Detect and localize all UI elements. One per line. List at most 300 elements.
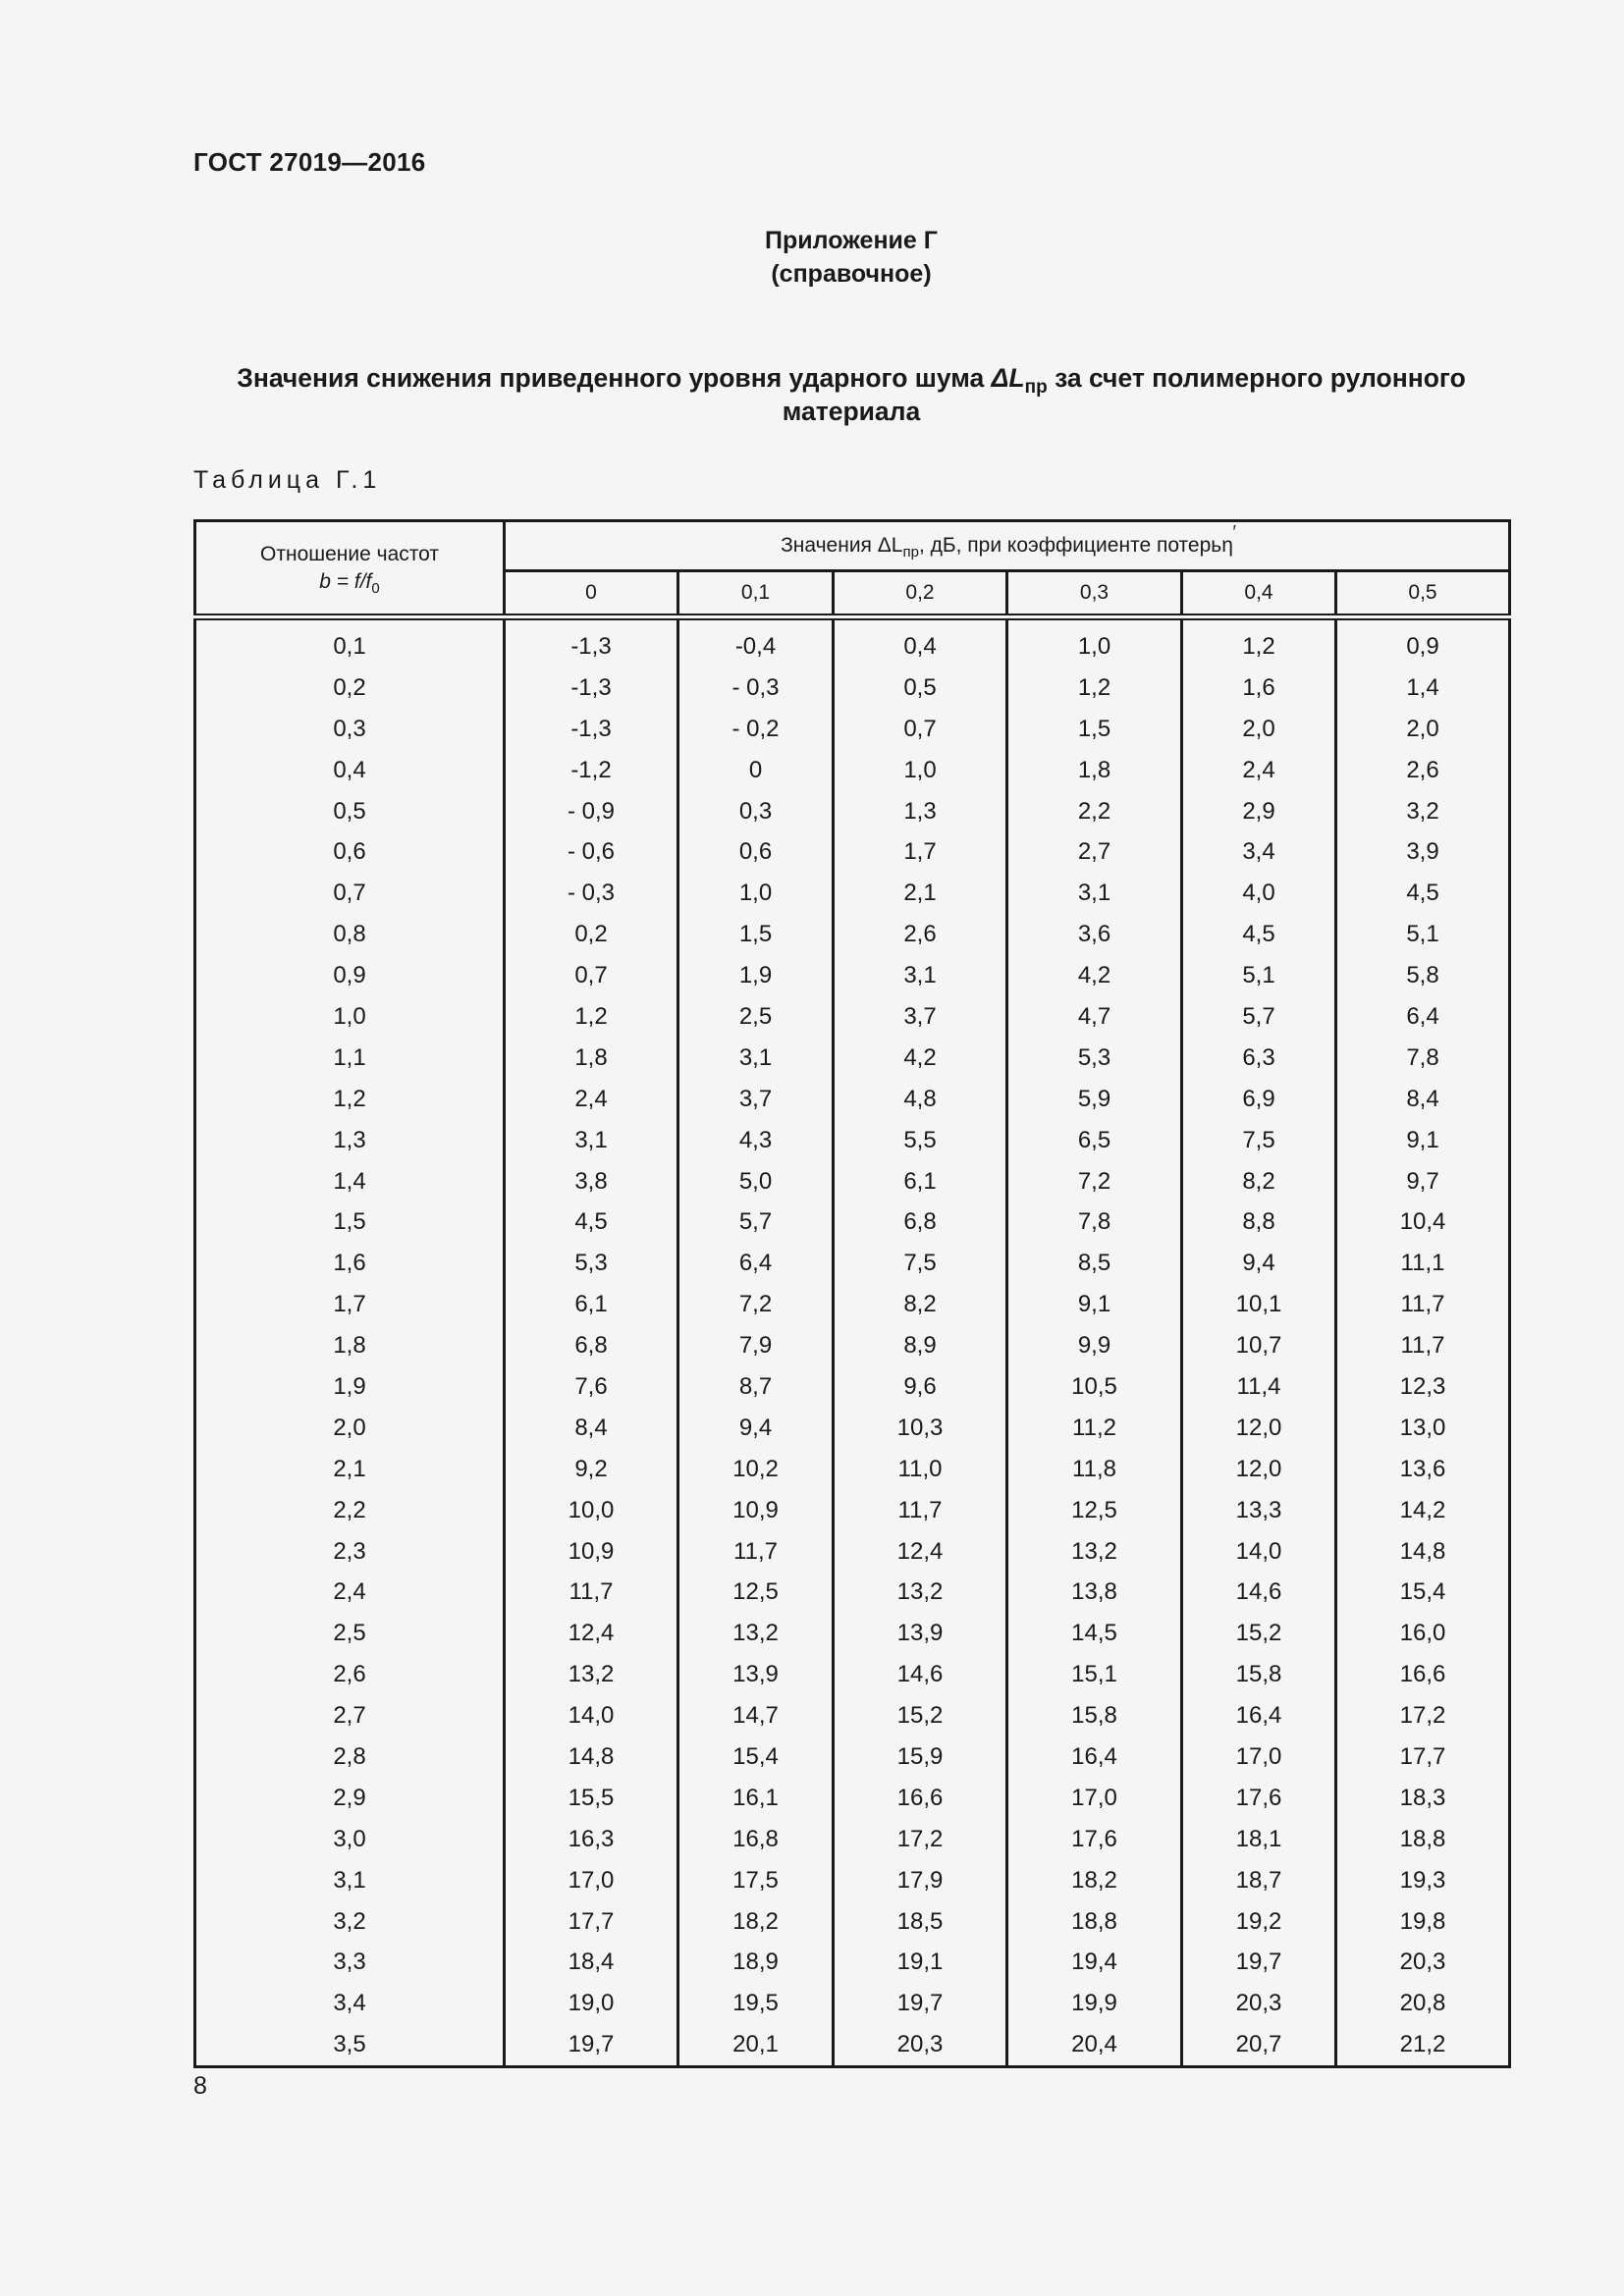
value-cell: 17,0 — [1182, 1736, 1336, 1778]
section-title — [193, 361, 1509, 428]
value-cell: 20,7 — [1182, 2024, 1336, 2066]
value-cell: 19,9 — [1007, 1983, 1182, 2024]
table-row — [195, 1120, 1510, 1161]
value-cell: 6,8 — [834, 1201, 1007, 1243]
frequency-ratio-cell: 3,5 — [195, 2024, 505, 2066]
span-header-text-cont: , дБ, при коэффициенте потерь — [918, 534, 1222, 557]
value-cell: 10,9 — [678, 1490, 834, 1531]
value-cell: 19,7 — [834, 1983, 1007, 2024]
value-cell: 0,4 — [834, 617, 1007, 667]
frequency-ratio-cell: 0,4 — [195, 750, 505, 791]
value-cell: 18,3 — [1336, 1778, 1510, 1819]
frequency-ratio-cell: 1,3 — [195, 1120, 505, 1161]
value-cell: 15,5 — [505, 1778, 678, 1819]
frequency-ratio-cell: 1,9 — [195, 1366, 505, 1408]
value-cell: 4,5 — [1182, 914, 1336, 955]
value-cell: 15,1 — [1007, 1654, 1182, 1695]
value-cell: 1,8 — [1007, 750, 1182, 791]
frequency-ratio-label: Отношение частот — [260, 542, 439, 565]
value-cell: 8,2 — [1182, 1161, 1336, 1202]
table-row — [195, 1736, 1510, 1778]
value-cell: 10,5 — [1007, 1366, 1182, 1408]
value-cell: 1,2 — [1182, 617, 1336, 667]
value-cell: 5,3 — [1007, 1038, 1182, 1079]
value-cell: - 0,3 — [505, 873, 678, 914]
value-cell: 3,1 — [505, 1120, 678, 1161]
table-label: Таблица Г.1 — [193, 466, 382, 494]
table-row — [195, 1449, 1510, 1490]
value-cell: 10,1 — [1182, 1284, 1336, 1325]
value-cell: 6,4 — [1336, 996, 1510, 1038]
value-cell: 17,9 — [834, 1860, 1007, 1901]
value-cell: 18,1 — [1182, 1819, 1336, 1860]
value-cell: 18,2 — [678, 1901, 834, 1943]
table-row — [195, 1572, 1510, 1613]
value-cell: 18,5 — [834, 1901, 1007, 1943]
frequency-ratio-cell: 2,0 — [195, 1408, 505, 1449]
value-cell: 2,6 — [1336, 750, 1510, 791]
value-cell: 4,5 — [1336, 873, 1510, 914]
value-cell: 6,1 — [505, 1284, 678, 1325]
value-cell: 13,8 — [1007, 1572, 1182, 1613]
value-cell: - 0,6 — [505, 831, 678, 873]
frequency-ratio-cell: 3,1 — [195, 1860, 505, 1901]
value-cell: 19,1 — [834, 1943, 1007, 1984]
value-cell: 14,8 — [1336, 1531, 1510, 1573]
table-row — [195, 1860, 1510, 1901]
value-cell: 3,1 — [678, 1038, 834, 1079]
table-row — [195, 1284, 1510, 1325]
value-cell: 2,4 — [1182, 750, 1336, 791]
value-cell: 19,5 — [678, 1983, 834, 2024]
value-cell: 17,6 — [1182, 1778, 1336, 1819]
value-cell: 20,4 — [1007, 2024, 1182, 2066]
frequency-ratio-cell: 0,2 — [195, 667, 505, 709]
value-cell: 6,9 — [1182, 1079, 1336, 1120]
value-cell: 1,0 — [834, 750, 1007, 791]
value-cell: 0 — [678, 750, 834, 791]
value-cell: 9,4 — [1182, 1243, 1336, 1284]
frequency-ratio-cell: 3,3 — [195, 1943, 505, 1984]
table-row — [195, 1161, 1510, 1202]
value-cell: - 0,9 — [505, 791, 678, 832]
value-cell: 9,9 — [1007, 1325, 1182, 1366]
frequency-ratio-cell: 3,0 — [195, 1819, 505, 1860]
value-cell: 15,8 — [1007, 1695, 1182, 1736]
value-cell: 14,2 — [1336, 1490, 1510, 1531]
value-cell: 16,1 — [678, 1778, 834, 1819]
value-cell: 4,2 — [1007, 955, 1182, 996]
frequency-ratio-cell: 1,2 — [195, 1079, 505, 1120]
value-cell: 8,5 — [1007, 1243, 1182, 1284]
value-cell: 3,6 — [1007, 914, 1182, 955]
value-cell: 4,5 — [505, 1201, 678, 1243]
value-cell: -1,3 — [505, 709, 678, 750]
frequency-ratio-cell: 2,2 — [195, 1490, 505, 1531]
span-header-text: Значения ΔL — [781, 534, 903, 557]
value-cell: 13,6 — [1336, 1449, 1510, 1490]
frequency-ratio-cell: 0,1 — [195, 617, 505, 667]
value-cell: 10,9 — [505, 1531, 678, 1573]
value-cell: 18,8 — [1336, 1819, 1510, 1860]
value-cell: 8,4 — [505, 1408, 678, 1449]
value-cell: 8,2 — [834, 1284, 1007, 1325]
value-cell: 21,2 — [1336, 2024, 1510, 2066]
value-cell: 5,1 — [1336, 914, 1510, 955]
value-cell: 1,8 — [505, 1038, 678, 1079]
span-header-subscript: пр — [902, 544, 919, 561]
table-row — [195, 1531, 1510, 1573]
table-row — [195, 1778, 1510, 1819]
section-title-text-cont: за счет полимерного рулонного — [1047, 363, 1466, 393]
value-cell: 18,8 — [1007, 1901, 1182, 1943]
value-cell: 2,0 — [1182, 709, 1336, 750]
value-cell: 12,0 — [1182, 1408, 1336, 1449]
value-cell: 1,0 — [678, 873, 834, 914]
value-cell: 2,4 — [505, 1079, 678, 1120]
value-cell: 17,7 — [1336, 1736, 1510, 1778]
value-cell: 3,9 — [1336, 831, 1510, 873]
value-cell: 9,7 — [1336, 1161, 1510, 1202]
value-cell: 17,0 — [1007, 1778, 1182, 1819]
value-cell: 13,3 — [1182, 1490, 1336, 1531]
value-cell: 12,0 — [1182, 1449, 1336, 1490]
value-cell: 1,7 — [834, 831, 1007, 873]
loss-coefficient-header: 0,5 — [1336, 571, 1510, 617]
value-cell: 6,1 — [834, 1161, 1007, 1202]
frequency-ratio-formula: b = f/f — [319, 569, 372, 593]
value-cell: 18,7 — [1182, 1860, 1336, 1901]
value-cell: 15,9 — [834, 1736, 1007, 1778]
value-cell: 10,4 — [1336, 1201, 1510, 1243]
value-cell: 14,6 — [834, 1654, 1007, 1695]
value-cell: 15,4 — [1336, 1572, 1510, 1613]
table-row — [195, 1819, 1510, 1860]
frequency-ratio-cell: 2,7 — [195, 1695, 505, 1736]
value-cell: 13,9 — [834, 1613, 1007, 1654]
value-cell: 17,0 — [505, 1860, 678, 1901]
value-cell: -1,2 — [505, 750, 678, 791]
value-cell: 3,1 — [1007, 873, 1182, 914]
value-cell: 6,5 — [1007, 1120, 1182, 1161]
value-cell: 15,2 — [1182, 1613, 1336, 1654]
value-cell: 0,3 — [678, 791, 834, 832]
loss-coefficient-header: 0,1 — [678, 571, 834, 617]
value-cell: 2,7 — [1007, 831, 1182, 873]
value-cell: 14,0 — [1182, 1531, 1336, 1573]
frequency-ratio-cell: 3,4 — [195, 1983, 505, 2024]
loss-coefficient-header: 0,3 — [1007, 571, 1182, 617]
table-row — [195, 709, 1510, 750]
value-cell: 0,9 — [1336, 617, 1510, 667]
value-cell: 15,4 — [678, 1736, 834, 1778]
value-cell: 10,0 — [505, 1490, 678, 1531]
table-row — [195, 1695, 1510, 1736]
value-cell: 5,7 — [678, 1201, 834, 1243]
value-cell: 17,6 — [1007, 1819, 1182, 1860]
frequency-ratio-cell: 2,6 — [195, 1654, 505, 1695]
value-cell: 14,0 — [505, 1695, 678, 1736]
value-cell: - 0,2 — [678, 709, 834, 750]
value-cell: 1,2 — [1007, 667, 1182, 709]
value-cell: 5,1 — [1182, 955, 1336, 996]
value-cell: 0,5 — [834, 667, 1007, 709]
value-cell: 2,5 — [678, 996, 834, 1038]
frequency-ratio-cell: 0,5 — [195, 791, 505, 832]
value-cell: 8,9 — [834, 1325, 1007, 1366]
value-cell: 19,0 — [505, 1983, 678, 2024]
delta-l-symbol: ΔL — [991, 363, 1025, 393]
value-cell: 11,2 — [1007, 1408, 1182, 1449]
value-cell: 12,4 — [505, 1613, 678, 1654]
value-cell: 20,1 — [678, 2024, 834, 2066]
value-cell: 1,6 — [1182, 667, 1336, 709]
value-cell: 0,7 — [505, 955, 678, 996]
value-cell: 9,6 — [834, 1366, 1007, 1408]
value-cell: 20,3 — [1182, 1983, 1336, 2024]
loss-coefficient-span-header — [505, 521, 1510, 571]
value-cell: 4,8 — [834, 1079, 1007, 1120]
value-cell: 5,9 — [1007, 1079, 1182, 1120]
value-cell: 2,9 — [1182, 791, 1336, 832]
appendix-subtitle: (справочное) — [771, 260, 932, 288]
value-cell: 14,5 — [1007, 1613, 1182, 1654]
frequency-ratio-cell: 3,2 — [195, 1901, 505, 1943]
value-cell: 19,4 — [1007, 1943, 1182, 1984]
value-cell: 8,7 — [678, 1366, 834, 1408]
table-row — [195, 873, 1510, 914]
value-cell: 15,2 — [834, 1695, 1007, 1736]
frequency-ratio-cell: 0,6 — [195, 831, 505, 873]
appendix-heading — [0, 224, 1624, 291]
value-cell: 3,2 — [1336, 791, 1510, 832]
value-cell: 1,3 — [834, 791, 1007, 832]
value-cell: 11,7 — [1336, 1284, 1510, 1325]
table-row — [195, 1654, 1510, 1695]
frequency-ratio-cell: 0,9 — [195, 955, 505, 996]
value-cell: 20,8 — [1336, 1983, 1510, 2024]
table-row — [195, 617, 1510, 667]
value-cell: 18,4 — [505, 1943, 678, 1984]
value-cell: 19,8 — [1336, 1901, 1510, 1943]
table-row — [195, 1943, 1510, 1984]
value-cell: 10,2 — [678, 1449, 834, 1490]
value-cell: 10,7 — [1182, 1325, 1336, 1366]
frequency-ratio-cell: 2,4 — [195, 1572, 505, 1613]
value-cell: 11,7 — [505, 1572, 678, 1613]
table-row — [195, 791, 1510, 832]
value-cell: 18,9 — [678, 1943, 834, 1984]
eta-symbol: η ′ — [1221, 534, 1233, 558]
value-cell: 17,2 — [1336, 1695, 1510, 1736]
value-cell: 16,6 — [1336, 1654, 1510, 1695]
value-cell: 5,5 — [834, 1120, 1007, 1161]
value-cell: 1,5 — [1007, 709, 1182, 750]
value-cell: 2,6 — [834, 914, 1007, 955]
table-row — [195, 1366, 1510, 1408]
value-cell: 3,4 — [1182, 831, 1336, 873]
value-cell: 17,2 — [834, 1819, 1007, 1860]
value-cell: 11,7 — [1336, 1325, 1510, 1366]
value-cell: 16,8 — [678, 1819, 834, 1860]
loss-coefficient-header: 0 — [505, 571, 678, 617]
value-cell: 8,4 — [1336, 1079, 1510, 1120]
value-cell: 7,8 — [1007, 1201, 1182, 1243]
value-cell: 7,5 — [1182, 1120, 1336, 1161]
value-cell: 7,2 — [1007, 1161, 1182, 1202]
frequency-ratio-cell: 0,7 — [195, 873, 505, 914]
value-cell: 8,8 — [1182, 1201, 1336, 1243]
value-cell: 4,7 — [1007, 996, 1182, 1038]
table-row — [195, 750, 1510, 791]
value-cell: 4,0 — [1182, 873, 1336, 914]
value-cell: 13,0 — [1336, 1408, 1510, 1449]
value-cell: 12,5 — [678, 1572, 834, 1613]
value-cell: 6,3 — [1182, 1038, 1336, 1079]
value-cell: -1,3 — [505, 667, 678, 709]
value-cell: 7,5 — [834, 1243, 1007, 1284]
value-cell: 12,4 — [834, 1531, 1007, 1573]
frequency-ratio-cell: 1,7 — [195, 1284, 505, 1325]
frequency-ratio-cell: 0,3 — [195, 709, 505, 750]
value-cell: 3,7 — [834, 996, 1007, 1038]
frequency-ratio-cell: 2,3 — [195, 1531, 505, 1573]
value-cell: 11,8 — [1007, 1449, 1182, 1490]
frequency-ratio-cell: 2,1 — [195, 1449, 505, 1490]
value-cell: 5,8 — [1336, 955, 1510, 996]
table-row — [195, 1201, 1510, 1243]
value-cell: 3,1 — [834, 955, 1007, 996]
delta-l-subscript: пр — [1024, 377, 1048, 398]
value-cell: 11,7 — [678, 1531, 834, 1573]
frequency-ratio-cell: 0,8 — [195, 914, 505, 955]
value-cell: 9,1 — [1007, 1284, 1182, 1325]
table-row — [195, 1901, 1510, 1943]
value-cell: -0,4 — [678, 617, 834, 667]
document-code: ГОСТ 27019—2016 — [193, 147, 426, 177]
table-row — [195, 955, 1510, 996]
section-title-text: Значения снижения приведенного уровня ударного шума — [237, 363, 992, 393]
table-row — [195, 914, 1510, 955]
value-cell: 16,4 — [1007, 1736, 1182, 1778]
value-cell: 16,4 — [1182, 1695, 1336, 1736]
value-cell: 7,8 — [1336, 1038, 1510, 1079]
value-cell: 4,3 — [678, 1120, 834, 1161]
table-row — [195, 1243, 1510, 1284]
value-cell: 14,7 — [678, 1695, 834, 1736]
frequency-ratio-cell: 1,1 — [195, 1038, 505, 1079]
value-cell: 18,2 — [1007, 1860, 1182, 1901]
formula-subscript: 0 — [371, 579, 380, 597]
table-row — [195, 1079, 1510, 1120]
loss-coefficient-header: 0,2 — [834, 571, 1007, 617]
frequency-ratio-cell: 1,5 — [195, 1201, 505, 1243]
frequency-ratio-cell: 1,4 — [195, 1161, 505, 1202]
value-cell: 13,2 — [1007, 1531, 1182, 1573]
value-cell: 5,0 — [678, 1161, 834, 1202]
value-cell: 16,0 — [1336, 1613, 1510, 1654]
value-cell: 2,2 — [1007, 791, 1182, 832]
frequency-ratio-cell: 1,8 — [195, 1325, 505, 1366]
data-table — [193, 519, 1511, 2068]
table-row — [195, 1038, 1510, 1079]
value-cell: 0,7 — [834, 709, 1007, 750]
value-cell: 12,3 — [1336, 1366, 1510, 1408]
value-cell: 1,5 — [678, 914, 834, 955]
section-title-line2: материала — [782, 397, 921, 426]
value-cell: 11,0 — [834, 1449, 1007, 1490]
table-row — [195, 831, 1510, 873]
value-cell: 6,8 — [505, 1325, 678, 1366]
value-cell: 1,9 — [678, 955, 834, 996]
table-row — [195, 996, 1510, 1038]
value-cell: 0,6 — [678, 831, 834, 873]
value-cell: 19,7 — [505, 2024, 678, 2066]
value-cell: 3,7 — [678, 1079, 834, 1120]
value-cell: 2,1 — [834, 873, 1007, 914]
page-number: 8 — [193, 2072, 207, 2100]
value-cell: 17,5 — [678, 1860, 834, 1901]
loss-coefficient-header: 0,4 — [1182, 571, 1336, 617]
frequency-ratio-cell: 2,8 — [195, 1736, 505, 1778]
value-cell: 12,5 — [1007, 1490, 1182, 1531]
value-cell: 5,7 — [1182, 996, 1336, 1038]
value-cell: 14,6 — [1182, 1572, 1336, 1613]
value-cell: 13,2 — [678, 1613, 834, 1654]
value-cell: 11,4 — [1182, 1366, 1336, 1408]
value-cell: 20,3 — [834, 2024, 1007, 2066]
value-cell: 3,8 — [505, 1161, 678, 1202]
value-cell: 1,4 — [1336, 667, 1510, 709]
table-row — [195, 667, 1510, 709]
value-cell: 10,3 — [834, 1408, 1007, 1449]
value-cell: 9,1 — [1336, 1120, 1510, 1161]
value-cell: 0,2 — [505, 914, 678, 955]
value-cell: 1,2 — [505, 996, 678, 1038]
table-row — [195, 1490, 1510, 1531]
table-row — [195, 1613, 1510, 1654]
value-cell: 9,4 — [678, 1408, 834, 1449]
table-row — [195, 1408, 1510, 1449]
value-cell: -1,3 — [505, 617, 678, 667]
frequency-ratio-header — [195, 521, 505, 617]
value-cell: 16,3 — [505, 1819, 678, 1860]
table-row — [195, 2024, 1510, 2066]
appendix-title: Приложение Г — [765, 227, 938, 254]
value-cell: 19,7 — [1182, 1943, 1336, 1984]
value-cell: 2,0 — [1336, 709, 1510, 750]
table-row — [195, 1983, 1510, 2024]
value-cell: 4,2 — [834, 1038, 1007, 1079]
value-cell: 19,3 — [1336, 1860, 1510, 1901]
value-cell: - 0,3 — [678, 667, 834, 709]
frequency-ratio-cell: 1,6 — [195, 1243, 505, 1284]
frequency-ratio-cell: 2,5 — [195, 1613, 505, 1654]
value-cell: 14,8 — [505, 1736, 678, 1778]
table-row — [195, 1325, 1510, 1366]
value-cell: 7,2 — [678, 1284, 834, 1325]
value-cell: 13,2 — [834, 1572, 1007, 1613]
value-cell: 20,3 — [1336, 1943, 1510, 1984]
value-cell: 11,7 — [834, 1490, 1007, 1531]
value-cell: 15,8 — [1182, 1654, 1336, 1695]
value-cell: 11,1 — [1336, 1243, 1510, 1284]
frequency-ratio-cell: 1,0 — [195, 996, 505, 1038]
value-cell: 6,4 — [678, 1243, 834, 1284]
value-cell: 13,9 — [678, 1654, 834, 1695]
value-cell: 7,6 — [505, 1366, 678, 1408]
value-cell: 17,7 — [505, 1901, 678, 1943]
